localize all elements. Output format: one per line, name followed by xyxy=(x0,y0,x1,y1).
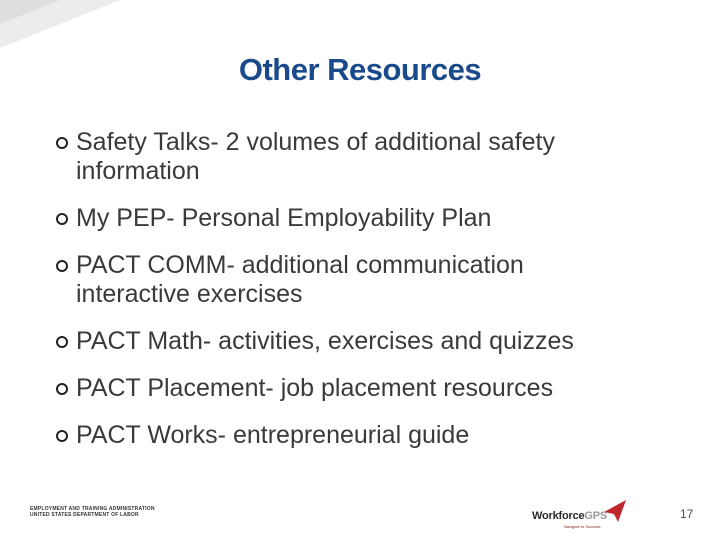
agency-line-2: UNITED STATES DEPARTMENT OF LABOR xyxy=(30,512,139,518)
hollow-circle-bullet-icon xyxy=(56,383,68,395)
bullet-item xyxy=(56,327,676,356)
bullet-text-continuation: interactive exercises xyxy=(76,280,303,308)
bullet-item xyxy=(56,204,676,233)
bullet-list xyxy=(56,128,676,450)
bullet-text: PACT Math- activities, exercises and quizzes xyxy=(76,327,574,355)
bullet-item xyxy=(56,374,676,403)
logo-accent-text: GPS xyxy=(584,510,608,522)
agency-line-1: EMPLOYMENT AND TRAINING ADMINISTRATION xyxy=(30,506,155,512)
page-number: 17 xyxy=(680,507,694,521)
bullet-text-continuation: information xyxy=(76,157,200,185)
bullet-text: PACT Works- entrepreneurial guide xyxy=(76,421,470,449)
workforce-gps-logo xyxy=(532,498,632,532)
bullet-item xyxy=(56,421,676,450)
bullet-text: PACT COMM- additional communication xyxy=(76,251,524,279)
logo-tagline: Navigate to Success xyxy=(564,524,601,529)
bullet-item xyxy=(56,251,676,309)
agency-name xyxy=(30,506,155,518)
logo-main-text: Workforce xyxy=(532,510,585,522)
bullet-item xyxy=(56,128,676,186)
logo-wordmark xyxy=(532,510,607,522)
bullet-text: My PEP- Personal Employability Plan xyxy=(76,204,492,232)
hollow-circle-bullet-icon xyxy=(56,430,68,442)
decorative-corner-band xyxy=(0,0,720,60)
slide-title: Other Resources xyxy=(238,52,482,87)
hollow-circle-bullet-icon xyxy=(56,213,68,225)
bullet-text: Safety Talks- 2 volumes of additional safety xyxy=(76,128,555,156)
hollow-circle-bullet-icon xyxy=(56,137,68,149)
bullet-text: PACT Placement- job placement resources xyxy=(76,374,554,402)
hollow-circle-bullet-icon xyxy=(56,260,68,272)
hollow-circle-bullet-icon xyxy=(56,336,68,348)
